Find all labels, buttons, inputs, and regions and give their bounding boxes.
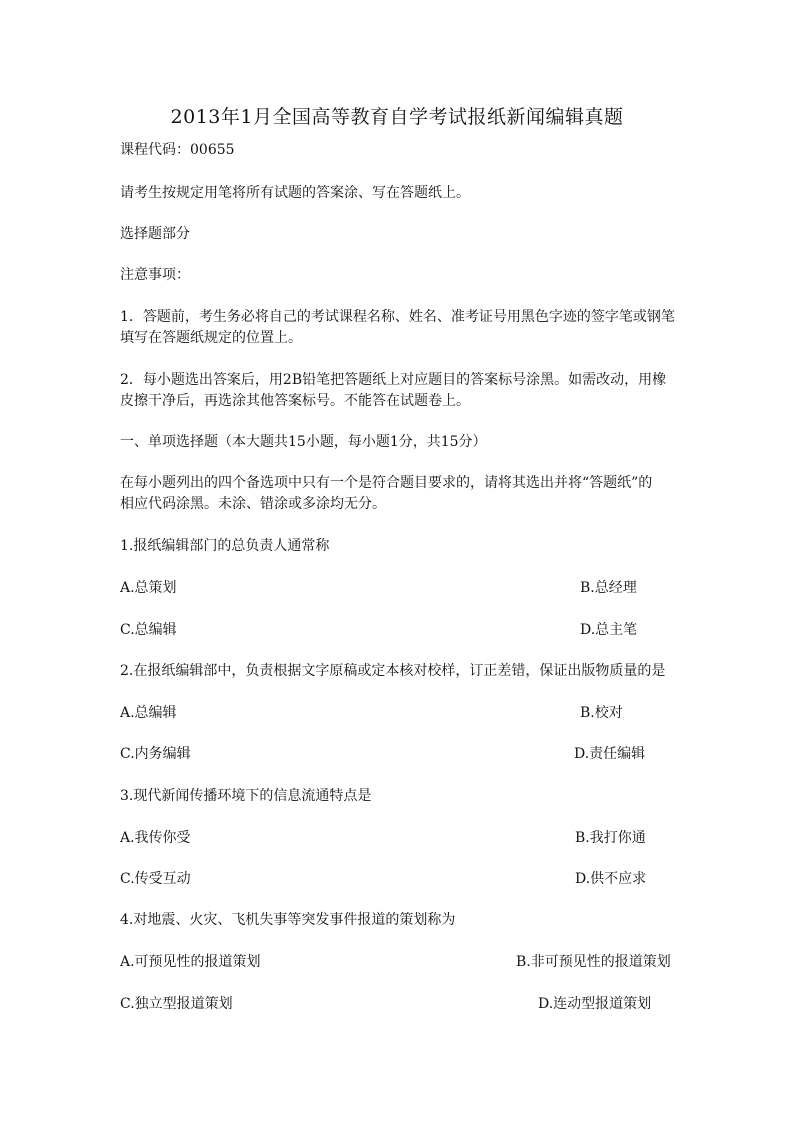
note2-line1: 2．每小题选出答案后，用2B铅笔把答题纸上对应题目的答案标号涂黑。如需改动，用橡 [120,372,667,388]
course-code: 课程代码：00655 [120,142,235,158]
note1-line1: 1．答题前，考生务必将自己的考试课程名称、姓名、准考证号用黑色字迹的签字笔或钢笔 [120,309,675,325]
question-3-option-d: D.供不应求 [575,871,647,887]
question-3-option-a: A.我传你受 [120,830,191,846]
question-1-option-b: B.总经理 [580,580,637,596]
question-4-option-a: A.可预见性的报道策划 [120,954,261,970]
question-2-option-b: B.校对 [580,705,623,721]
note1-line2: 填写在答题纸规定的位置上。 [120,330,302,346]
question-2-option-c: C.内务编辑 [120,746,191,762]
question-1-option-a: A.总策划 [120,580,177,596]
question-1-option-c: C.总编辑 [120,622,177,638]
question-2-stem: 2.在报纸编辑部中，负责根据文字原稿或定本核对校样，订正差错，保证出版物质量的是 [120,663,666,679]
instruction-text: 请考生按规定用笔将所有试题的答案涂、写在答题纸上。 [120,185,470,201]
notes-heading: 注意事项： [120,267,190,283]
section-heading: 选择题部分 [120,226,190,242]
question-4-option-c: C.独立型报道策划 [120,996,233,1012]
part1-heading: 一、单项选择题（本大题共15小题，每小题1分，共15分） [120,434,487,450]
question-4-option-b: B.非可预见性的报道策划 [516,954,671,970]
part1-desc-line1: 在每小题列出的四个备选项中只有一个是符合题目要求的，请将其选出并将“答题纸”的 [120,475,653,491]
question-3-option-c: C.传受互动 [120,871,191,887]
part1-desc-line2: 相应代码涂黑。未涂、错涂或多涂均无分。 [120,496,386,512]
note2-line2: 皮擦干净后，再选涂其他答案标号。不能答在试题卷上。 [120,393,470,409]
question-3-option-b: B.我打你通 [575,830,646,846]
question-1-option-d: D.总主笔 [580,622,638,638]
question-4-stem: 4.对地震、火灾、飞机失事等突发事件报道的策划称为 [120,912,456,928]
question-3-stem: 3.现代新闻传播环境下的信息流通特点是 [120,788,372,804]
question-4-option-d: D.连动型报道策划 [538,996,652,1012]
question-1-stem: 1.报纸编辑部门的总负责人通常称 [120,538,330,554]
question-2-option-d: D.责任编辑 [574,746,646,762]
question-2-option-a: A.总编辑 [120,705,177,721]
page-title: 2013年1月全国高等教育自学考试报纸新闻编辑真题 [170,106,624,128]
